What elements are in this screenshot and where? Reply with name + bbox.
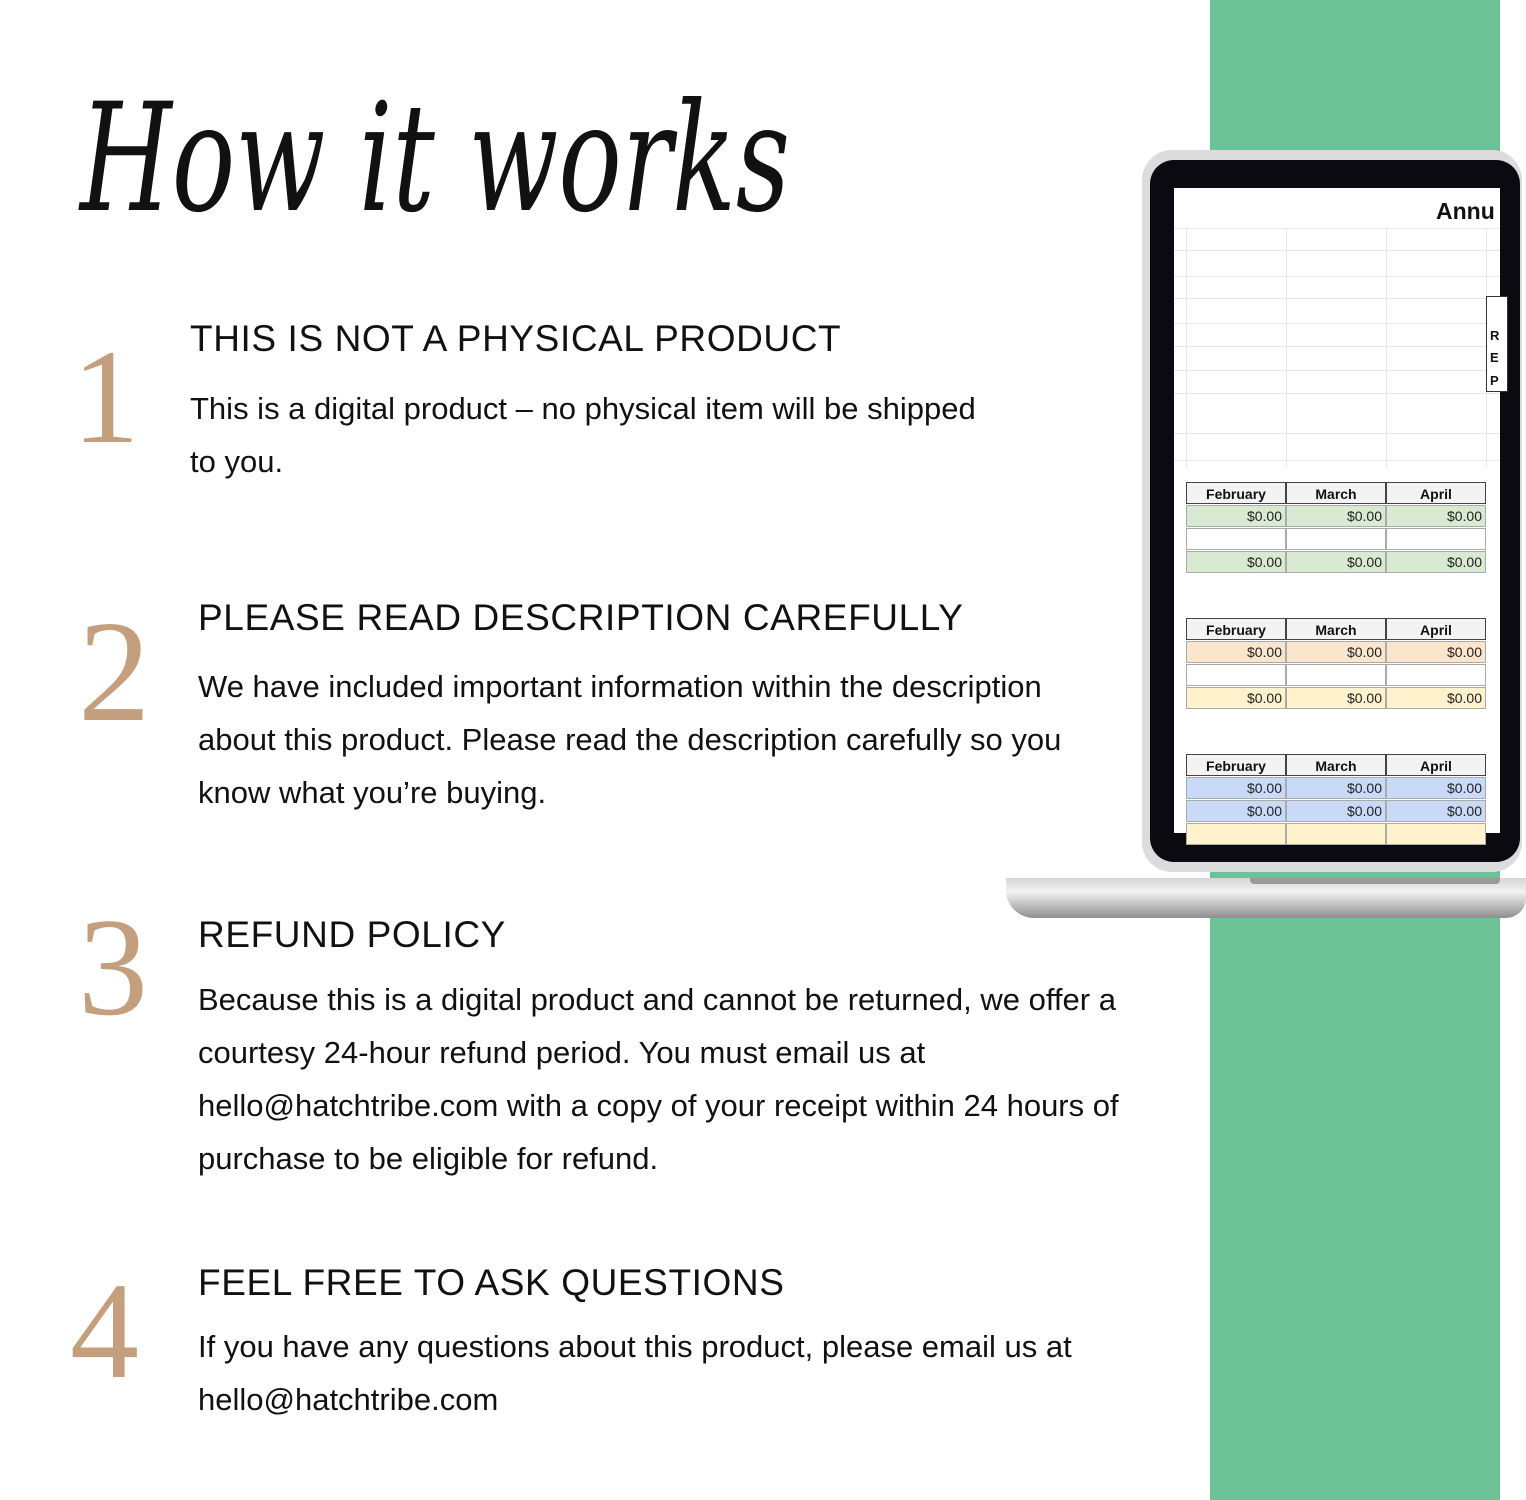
grid-line [1174,276,1500,277]
grid-line [1174,393,1500,394]
month-header: March [1286,482,1386,504]
step-body-3: Because this is a digital product and cannot be returned, we offer a courtesy 24-hour refund period. You must email us at hello@hatchtribe.com with a copy of your receipt within 24 hours of purchase to be eligible for refund. [198,982,1119,1176]
table-cell: $0.00 [1386,505,1486,527]
step-number-3: 3 [78,890,148,1045]
month-header: February [1186,482,1286,504]
table-cell [1386,664,1486,686]
table-cell: $0.00 [1286,641,1386,663]
table-cell [1386,823,1486,845]
table-cell [1286,528,1386,550]
step-heading-2: PLEASE READ DESCRIPTION CAREFULLY [198,597,964,638]
grid-line [1174,228,1500,229]
grid-line [1174,250,1500,251]
table-cell: $0.00 [1386,800,1486,822]
month-header: March [1286,618,1386,640]
grid-line [1174,323,1500,324]
table-cell [1286,823,1386,845]
table-cell: $0.00 [1386,687,1486,709]
month-header: April [1386,618,1486,640]
step-number-2: 2 [78,592,151,752]
how-it-works-title [77,60,840,260]
step-body-2: We have included important information within the description about this product. Please read the description carefully so you know what you’re buying. [198,669,1062,810]
step-number-1: 1 [72,323,140,472]
grid-line [1386,228,1387,468]
month-header: February [1186,754,1286,776]
month-header: April [1386,754,1486,776]
table-cell: $0.00 [1186,800,1286,822]
table-cell: $0.00 [1186,505,1286,527]
step-number-4: 4 [70,1254,139,1407]
table-cell: $0.00 [1186,641,1286,663]
table-cell: $0.00 [1186,777,1286,799]
summary-label-e: E [1490,350,1499,365]
table-cell: $0.00 [1386,551,1486,573]
summary-label-r: R [1490,328,1500,343]
table-cell: $0.00 [1386,777,1486,799]
table-cell: $0.00 [1386,641,1486,663]
laptop-base [1006,878,1526,918]
table-cell [1186,823,1286,845]
table-cell: $0.00 [1286,551,1386,573]
month-header: February [1186,618,1286,640]
month-header: April [1386,482,1486,504]
step-heading-3: REFUND POLICY [198,914,506,955]
grid-line [1174,346,1500,347]
table-cell [1386,528,1486,550]
step-heading-1: THIS IS NOT A PHYSICAL PRODUCT [190,318,842,359]
table-cell [1186,528,1286,550]
spreadsheet-display [1174,188,1500,833]
title-text: How it works [77,72,790,246]
laptop-hinge [1250,878,1500,884]
grid-line [1286,228,1287,468]
grid-line [1174,370,1500,371]
table-cell: $0.00 [1286,777,1386,799]
month-header: March [1286,754,1386,776]
table-cell: $0.00 [1286,800,1386,822]
grid-line [1174,460,1500,461]
spreadsheet-title: Annu [1436,198,1495,224]
table-cell: $0.00 [1286,687,1386,709]
table-cell [1286,664,1386,686]
grid-line [1174,298,1500,299]
table-cell: $0.00 [1186,687,1286,709]
step-body-4: If you have any questions about this product, please email us at hello@hatchtribe.com [198,1329,1072,1417]
grid-line [1174,433,1500,434]
grid-line [1186,228,1187,468]
table-cell [1186,664,1286,686]
step-heading-4: FEEL FREE TO ASK QUESTIONS [198,1262,785,1303]
table-cell: $0.00 [1186,551,1286,573]
summary-label-p: P [1490,373,1499,388]
step-body-1: This is a digital product – no physical item will be shipped to you. [190,391,976,479]
table-cell: $0.00 [1286,505,1386,527]
